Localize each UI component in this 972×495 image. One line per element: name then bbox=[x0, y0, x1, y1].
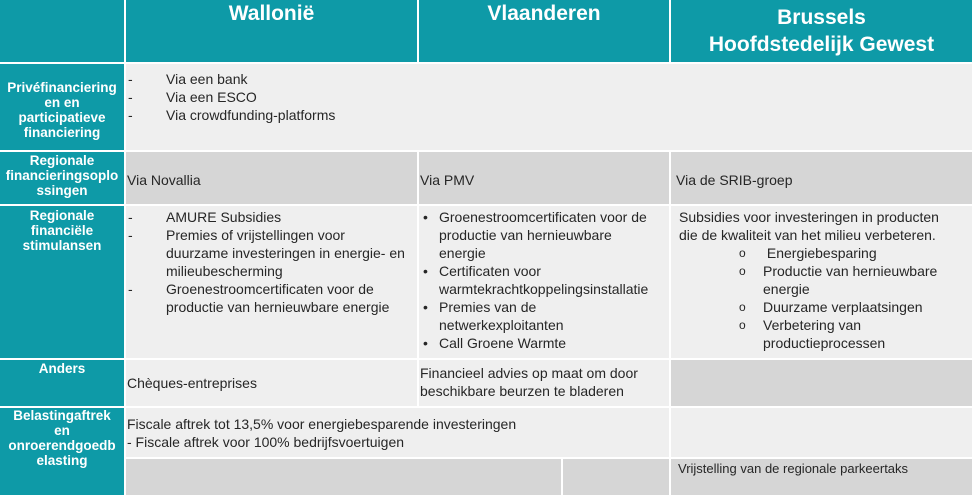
circle-marker: o bbox=[739, 318, 746, 332]
list-item-text: productieprocessen bbox=[763, 335, 886, 351]
row-label-line: ssingen bbox=[36, 183, 88, 198]
cell-text: Fiscale aftrek tot 13,5% voor energiebesparende investeringen bbox=[127, 416, 517, 432]
list-item-text: energie bbox=[439, 245, 486, 261]
list-item-text: Certificaten voor bbox=[439, 263, 541, 279]
header-vlaanderen bbox=[419, 0, 669, 62]
dash-marker: - bbox=[128, 281, 133, 297]
row-label-stimulansen bbox=[0, 206, 124, 358]
row-label-anders bbox=[0, 360, 124, 406]
row-label-line: participatieve bbox=[18, 110, 106, 125]
row-label-line: financieringsoplo bbox=[5, 168, 119, 183]
intro-text: Subsidies voor investeringen in producten bbox=[679, 209, 939, 225]
list-item bbox=[419, 298, 669, 334]
cell-text: Via de SRIB-groep bbox=[676, 172, 793, 188]
dash-marker: - bbox=[128, 89, 133, 105]
belasting-brussels bbox=[671, 459, 972, 495]
list-item-text: Verbetering van bbox=[763, 317, 862, 333]
row-label-line: en bbox=[54, 423, 70, 438]
row-label-line: Belastingaftrek bbox=[13, 408, 111, 423]
list-item bbox=[679, 316, 972, 352]
list-item bbox=[126, 208, 417, 226]
list-item bbox=[126, 88, 972, 106]
list-item bbox=[679, 262, 972, 298]
list-item bbox=[126, 226, 417, 280]
circle-marker: o bbox=[739, 264, 746, 278]
list-item-text: Via crowdfunding-platforms bbox=[166, 107, 336, 123]
list-item-text: warmtekrachtkoppelingsinstallatie bbox=[439, 281, 649, 297]
row-label-line: financiële bbox=[30, 223, 94, 238]
row-label-prive bbox=[0, 64, 124, 150]
header-wallonie-text: Wallonië bbox=[228, 2, 315, 25]
list-item-text: Duurzame verplaatsingen bbox=[763, 299, 923, 315]
belasting-bottom-middle bbox=[563, 459, 669, 495]
row-label-line: financiering bbox=[23, 125, 101, 140]
list-item-text: Groenestroomcertificaten voor de bbox=[166, 281, 374, 297]
list-item-text: AMURE Subsidies bbox=[166, 209, 282, 225]
list-item-text: Call Groene Warmte bbox=[439, 335, 567, 351]
bullet-marker: • bbox=[423, 335, 428, 351]
list-item-text: Productie van hernieuwbare bbox=[763, 263, 938, 279]
bullet-marker: • bbox=[423, 299, 428, 315]
list-item-text: Premies van de bbox=[439, 299, 537, 315]
list-item-text: productie van hernieuwbare energie bbox=[166, 299, 390, 315]
row-label-regionale-financiering bbox=[0, 152, 124, 204]
list-item bbox=[126, 106, 972, 124]
circle-marker: o bbox=[739, 246, 746, 260]
row-label-line: Regionale bbox=[29, 153, 95, 168]
cell-text: Via PMV bbox=[420, 172, 475, 188]
header-brussels-line2: Hoofdstedelijk Gewest bbox=[708, 33, 935, 56]
anders-vlaanderen bbox=[419, 360, 669, 406]
row-label-line: onroerendgoedb bbox=[8, 438, 116, 453]
regionale-financiering-brussels bbox=[671, 152, 972, 204]
list-item bbox=[419, 208, 669, 262]
anders-brussels bbox=[671, 360, 972, 406]
list-item bbox=[126, 70, 972, 88]
row-label-line: elasting bbox=[36, 453, 88, 468]
stimulansen-brussels bbox=[671, 206, 972, 358]
header-vlaanderen-text: Vlaanderen bbox=[487, 2, 601, 25]
prive-content bbox=[126, 64, 972, 150]
cell-text: - Fiscale aftrek voor 100% bedrijfsvoertuigen bbox=[127, 434, 405, 450]
row-label-line: en en bbox=[44, 95, 80, 110]
dash-marker: - bbox=[128, 107, 133, 123]
cell-text: Via Novallia bbox=[127, 172, 201, 188]
header-corner bbox=[0, 0, 124, 62]
cell-text: Vrijstelling van de regionale parkeertaks bbox=[678, 461, 909, 476]
row-label-line: Regionale bbox=[29, 208, 95, 223]
belasting-wallonie-vlaanderen bbox=[126, 408, 669, 457]
list-item-text: Via een bank bbox=[166, 71, 248, 87]
list-item-text: milieubescherming bbox=[166, 263, 283, 279]
dash-marker: - bbox=[128, 71, 133, 87]
list-item bbox=[679, 298, 972, 316]
list-item bbox=[419, 262, 669, 298]
row-label-line: Anders bbox=[38, 361, 86, 376]
list-item bbox=[419, 334, 669, 352]
circle-marker: o bbox=[739, 300, 746, 314]
header-brussels-line1: Brussels bbox=[777, 6, 866, 29]
cell-text: Chèques-entreprises bbox=[127, 375, 257, 391]
list-item-text: Groenestroomcertificaten voor de bbox=[439, 209, 647, 225]
anders-wallonie bbox=[126, 360, 417, 406]
stimulansen-vlaanderen bbox=[419, 206, 669, 358]
list-item-text: Premies of vrijstellingen voor bbox=[166, 227, 345, 243]
list-item-text: duurzame investeringen in energie- en bbox=[166, 245, 405, 261]
regionale-financiering-vlaanderen bbox=[419, 152, 669, 204]
header-brussels bbox=[671, 0, 972, 62]
belasting-brussels-top bbox=[671, 408, 972, 457]
list-item-text: Via een ESCO bbox=[166, 89, 257, 105]
list-item bbox=[679, 244, 972, 262]
row-label-line: stimulansen bbox=[22, 238, 102, 253]
belasting-bottom-left bbox=[126, 459, 561, 495]
bullet-marker: • bbox=[423, 263, 428, 279]
list-item-text: netwerkexploitanten bbox=[439, 317, 564, 333]
header-wallonie bbox=[126, 0, 417, 62]
bullet-marker: • bbox=[423, 209, 428, 225]
list-item-text: Energiebesparing bbox=[763, 245, 877, 261]
stimulansen-wallonie bbox=[126, 206, 417, 358]
row-label-line: Privéfinanciering bbox=[7, 80, 117, 95]
cell-text: beschikbare beurzen te bladeren bbox=[420, 383, 624, 399]
row-label-belasting bbox=[0, 408, 124, 495]
list-item-text: productie van hernieuwbare bbox=[439, 227, 612, 243]
list-item bbox=[126, 280, 417, 316]
intro-text: die de kwaliteit van het milieu verbeteren. bbox=[679, 227, 936, 243]
regionale-financiering-wallonie bbox=[126, 152, 417, 204]
cell-text: Financieel advies op maat om door bbox=[420, 365, 638, 381]
dash-marker: - bbox=[128, 227, 133, 243]
dash-marker: - bbox=[128, 209, 133, 225]
list-item-text: energie bbox=[763, 281, 810, 297]
